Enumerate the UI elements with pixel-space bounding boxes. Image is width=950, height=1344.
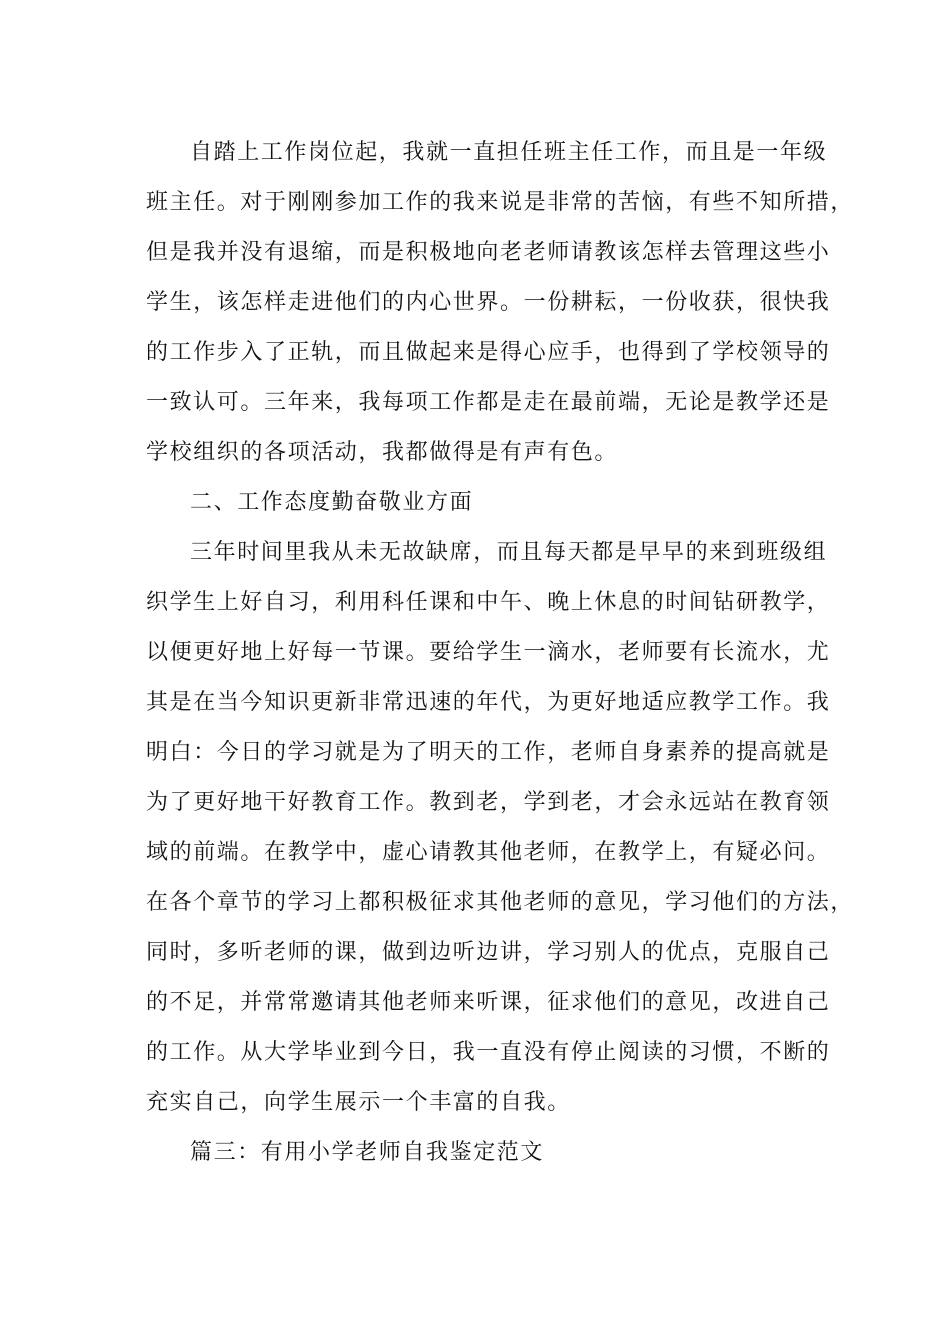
text-line: 域的前端。在教学中，虚心请教其他老师，在教学上，有疑必问。 [146, 840, 831, 865]
text-line: 在各个章节的学习上都积极征求其他老师的意见，学习他们的方法， [146, 890, 855, 915]
text-line: 一致认可。三年来，我每项工作都是走在最前端，无论是教学还是 [146, 390, 831, 415]
text-line: 为了更好地干好教育工作。教到老，学到老，才会永远站在教育领 [146, 790, 831, 815]
section-heading: 二、工作态度勤奋敬业方面 [190, 490, 474, 515]
text-line: 的工作。从大学毕业到今日，我一直没有停止阅读的习惯，不断的 [146, 1040, 831, 1065]
text-line: 织学生上好自习，利用科任课和中午、晚上休息的时间钻研教学， [146, 590, 831, 615]
text-line: 的工作步入了正轨，而且做起来是得心应手，也得到了学校领导的 [146, 340, 831, 365]
text-line: 学校组织的各项活动，我都做得是有声有色。 [146, 440, 619, 465]
text-line: 的不足，并常常邀请其他老师来听课，征求他们的意见，改进自己 [146, 990, 831, 1015]
text-line: 但是我并没有退缩，而是积极地向老老师请教该怎样去管理这些小 [146, 240, 831, 265]
text-line: 明白：今日的学习就是为了明天的工作，老师自身素养的提高就是 [146, 740, 831, 765]
text-line: 自踏上工作岗位起，我就一直担任班主任工作，而且是一年级 [190, 140, 828, 165]
text-line: 同时，多听老师的课，做到边听边讲，学习别人的优点，克服自己 [146, 940, 831, 965]
text-line: 以便更好地上好每一节课。要给学生一滴水，老师要有长流水，尤 [146, 640, 831, 665]
text-line: 班主任。对于刚刚参加工作的我来说是非常的苦恼，有些不知所措， [146, 190, 855, 215]
text-line: 学生，该怎样走进他们的内心世界。一份耕耘，一份收获，很快我 [146, 290, 831, 315]
text-line: 三年时间里我从未无故缺席，而且每天都是早早的来到班级组 [190, 540, 828, 565]
chapter-heading: 篇三：有用小学老师自我鉴定范文 [190, 1140, 545, 1165]
text-line: 充实自己，向学生展示一个丰富的自我。 [146, 1090, 571, 1115]
text-line: 其是在当今知识更新非常迅速的年代，为更好地适应教学工作。我 [146, 690, 831, 715]
